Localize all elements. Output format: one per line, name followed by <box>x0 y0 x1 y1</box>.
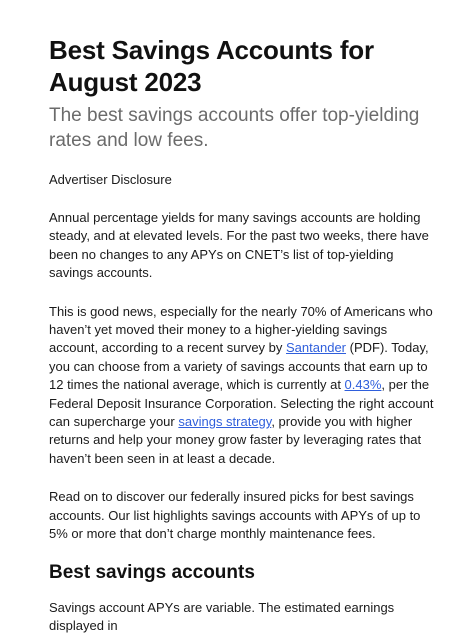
section-heading: Best savings accounts <box>49 561 439 585</box>
context-text-3: , per the Federal Deposit Insurance Corporation. Selecting the right account can supercharge your <box>49 377 433 429</box>
context-text-2: (PDF). Today, you can choose from a variety of savings accounts that earn up to 12 times the national average, which is currently at <box>49 340 429 392</box>
savings-strategy-link[interactable]: savings strategy <box>178 414 271 429</box>
page-title: Best Savings Accounts for August 2023 <box>49 34 439 98</box>
context-text-4: , provide you with higher returns and help your money grow faster by leveraging rates that haven’t been seen in at least a decade. <box>49 414 421 466</box>
context-text-1: This is good news, especially for the nearly 70% of Americans who haven’t yet moved their money to a higher-yielding savings account, according to a recent survey by <box>49 304 433 356</box>
picks-paragraph: Read on to discover our federally insured picks for best savings accounts. Our list highlights savings accounts with APYs of up to 5% or more that don’t charge monthly maintenance fees. <box>49 488 439 543</box>
article <box>49 34 439 635</box>
apy-note-paragraph: Savings account APYs are variable. The estimated earnings displayed in <box>49 599 439 635</box>
advertiser-disclosure[interactable]: Advertiser Disclosure <box>49 171 439 189</box>
national-average-link[interactable]: 0.43% <box>345 377 382 392</box>
intro-paragraph: Annual percentage yields for many savings accounts are holding steady, and at elevated levels. For the past two weeks, there have been no changes to any APYs on CNET’s list of top-yielding savings accounts. <box>49 209 439 283</box>
santander-link[interactable]: Santander <box>286 340 346 355</box>
context-paragraph <box>49 303 439 469</box>
page-subtitle: The best savings accounts offer top-yielding rates and low fees. <box>49 103 439 153</box>
